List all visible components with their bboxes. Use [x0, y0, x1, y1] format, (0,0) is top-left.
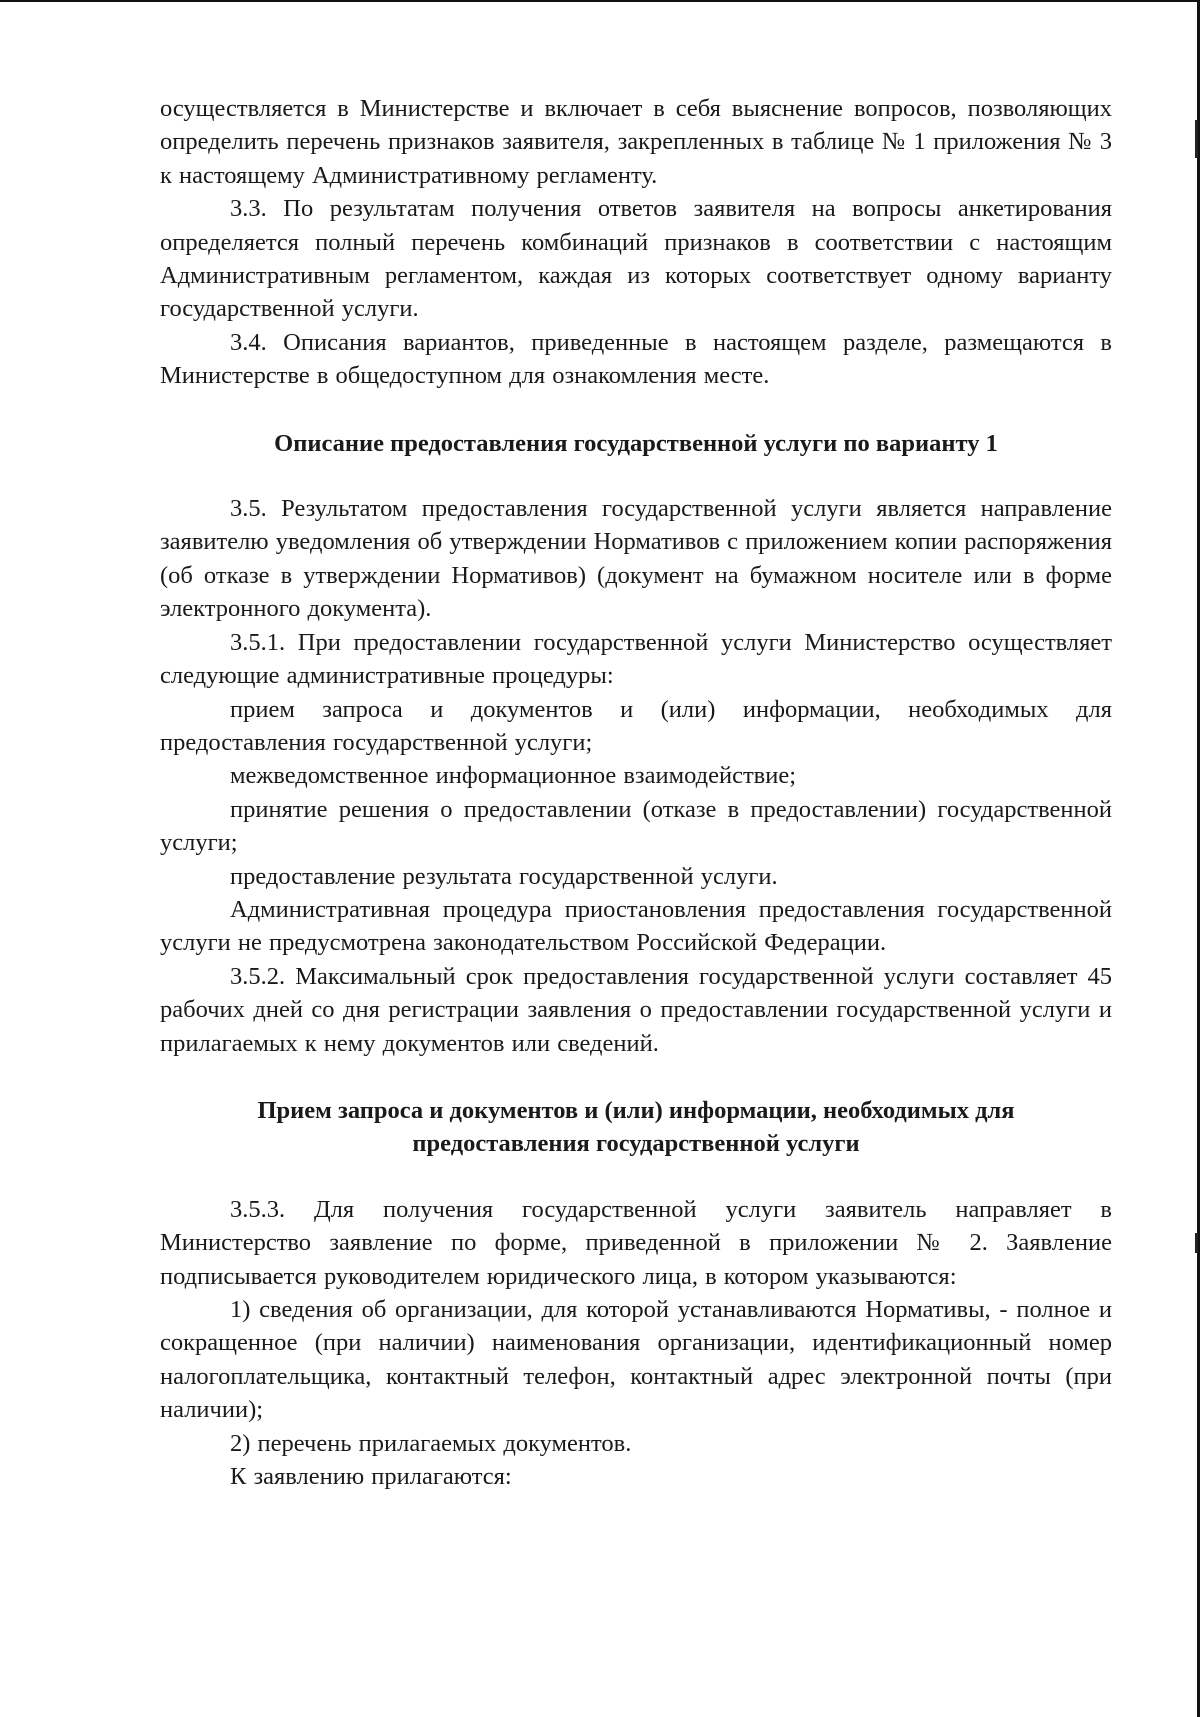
- paragraph-3-3: 3.3. По результатам получения ответов заявителя на вопросы анкетирования определяется полный перечень комбинаций признаков в соответствии с настоящим Административным регламентом, каждая из которых соответствует одному варианту государственной услуги.: [160, 195, 1112, 323]
- paragraph-3-5-3: 3.5.3. Для получения государственной услуги заявитель направляет в Министерство заявление по форме, приведенной в приложении № 2. Заявление подписывается руководителем юридического лица, в котором указываются:: [160, 1195, 1112, 1290]
- paragraph-continuation: осуществляется в Министерстве и включает в себя выяснение вопросов, позволяющих определить перечень признаков заявителя, закрепленных в таблице № 1 приложения № 3 к настоящему Административному регламенту.: [160, 95, 1112, 189]
- procedure-item: принятие решения о предоставлении (отказе в предоставлении) государственной услуги;: [160, 795, 1112, 857]
- paragraph-3-5-2: 3.5.2. Максимальный срок предоставления государственной услуги составляет 45 рабочих дней со дня регистрации заявления о предоставлении государственной услуги и прилагаемых к нему документов или сведений.: [160, 962, 1112, 1057]
- scan-margin-mark: [1195, 120, 1198, 158]
- list-item-2: 2) перечень прилагаемых документов.: [230, 1429, 632, 1457]
- scan-border-top: [0, 0, 1200, 2]
- paragraph-3-5: 3.5. Результатом предоставления государственной услуги является направление заявителю уведомления об утверждении Нормативов с приложением копии распоряжения (об отказе в утверждении Нормативов) (документ на бумажном носителе или в форме электронного документа).: [160, 495, 1112, 623]
- procedure-item: прием запроса и документов и (или) информации, необходимых для предоставления государственной услуги;: [160, 695, 1112, 756]
- heading-line: предоставления государственной услуги: [412, 1130, 860, 1158]
- list-item-1: 1) сведения об организации, для которой устанавливаются Нормативы, - полное и сокращенное (при наличии) наименования организации, идентификационный номер налогоплательщика, контактный телефон, контактный адрес электронной почты (при наличии);: [160, 1296, 1112, 1424]
- section-heading-request-intake: [160, 1094, 1112, 1161]
- procedure-item: предоставление результата государственной услуги.: [230, 862, 778, 890]
- procedure-item: межведомственное информационное взаимодействие;: [230, 762, 797, 790]
- paragraph-3-5-1: 3.5.1. При предоставлении государственной услуги Министерство осуществляет следующие административные процедуры:: [160, 628, 1112, 690]
- document-page: [160, 92, 1112, 1493]
- paragraph-suspension-note: Административная процедура приостановления предоставления государственной услуги не предусмотрена законодательством Российской Федерации.: [160, 895, 1112, 957]
- paragraph-3-4: 3.4. Описания вариантов, приведенные в настоящем разделе, размещаются в Министерстве в общедоступном для ознакомления месте.: [160, 328, 1112, 390]
- scan-margin-mark: [1195, 1233, 1198, 1253]
- paragraph-attachments-intro: К заявлению прилагаются:: [230, 1463, 512, 1491]
- heading-line: Прием запроса и документов и (или) информации, необходимых для: [257, 1096, 1015, 1124]
- section-heading-variant-1: Описание предоставления государственной услуги по варианту 1: [274, 429, 998, 457]
